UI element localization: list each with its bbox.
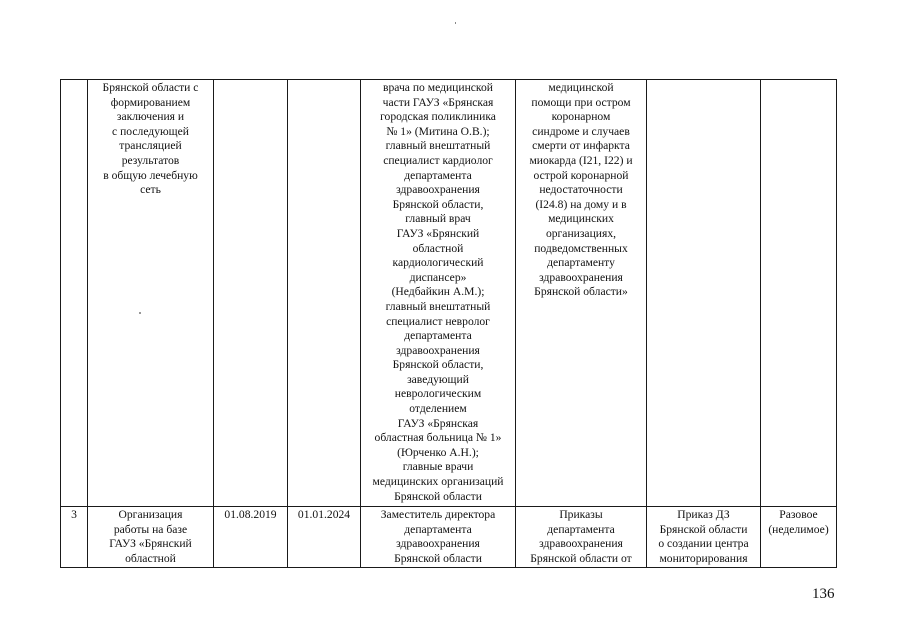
cell-text-line: здравоохранения: [539, 537, 623, 551]
page-number: 136: [812, 586, 835, 602]
cell-text-line: (I24.8) на дому и в: [535, 197, 627, 211]
cell-text-line: сеть: [140, 183, 161, 197]
cell-text-line: Брянской области,: [392, 358, 484, 372]
cell-text-line: мониторирования: [659, 551, 748, 565]
cell-text-line: о создании центра: [658, 537, 749, 551]
cell-text-line: областной: [412, 241, 464, 255]
cell-text-line: работы на базе: [113, 522, 188, 536]
cell-text-line: диспансер»: [409, 270, 467, 284]
cell-text-line: ГАУЗ «Брянский: [396, 226, 480, 240]
cell-text-line: главный врач: [405, 212, 471, 226]
cell-text-line: ГАУЗ «Брянский: [109, 537, 192, 551]
cell-text-line: трансляцией: [119, 139, 182, 153]
cell-text-line: острой коронарной: [533, 168, 629, 182]
cell-text-line: департамента: [547, 522, 615, 536]
cell-end-date: 01.01.2024: [288, 507, 361, 568]
cell-text-line: врача по медицинской: [383, 81, 493, 94]
cell-text-line: главный внештатный: [385, 139, 491, 153]
cell-text-line: департамента: [404, 168, 472, 182]
cell-basis: [516, 507, 647, 568]
cell-text-line: кардиологический: [392, 256, 484, 270]
cell-number: 3: [61, 507, 88, 568]
cell-text-line: Брянской области: [659, 522, 748, 536]
cell-text-line: (Недбайкин А.М.);: [391, 285, 485, 299]
cell-text-line: медицинских: [548, 212, 614, 226]
cell-text-line: департаменту: [547, 256, 615, 270]
scan-speck: [139, 312, 141, 314]
cell-text-line: результатов: [121, 153, 180, 167]
cell-text-line: здравоохранения: [396, 343, 480, 357]
cell-text-line: коронарном: [551, 110, 611, 124]
cell-text-line: медицинской: [548, 81, 614, 94]
cell-number: [61, 80, 88, 507]
cell-text-line: миокарда (I21, I22) и: [529, 153, 633, 167]
cell-text-line: № 1» (Митина О.В.);: [386, 124, 490, 138]
cell-text-line: здравоохранения: [396, 183, 480, 197]
cell-text-line: Приказы: [559, 508, 603, 521]
cell-text-line: Организация: [118, 508, 183, 521]
cell-text-line: недостаточности: [539, 183, 623, 197]
cell-text-line: подведомственных: [534, 241, 628, 255]
cell-text-line: Брянской области с: [102, 81, 199, 94]
cell-text-line: заведующий: [407, 372, 469, 386]
cell-text-line: (неделимое): [768, 522, 829, 536]
table-row: [61, 507, 837, 568]
cell-text-line: специалист невролог: [386, 314, 490, 328]
cell-text-line: синдроме и случаев: [532, 124, 630, 138]
cell-end-date: [288, 80, 361, 507]
cell-start-date: 01.08.2019: [214, 507, 288, 568]
cell-text-line: Заместитель директора: [380, 508, 496, 521]
cell-type: [761, 80, 837, 507]
cell-text-line: формированием: [110, 95, 191, 109]
cell-event-name: [88, 80, 214, 507]
cell-text-line: части ГАУЗ «Брянская: [382, 95, 494, 109]
document-table: [60, 79, 837, 568]
scan-speck: [455, 22, 456, 24]
cell-event-name: [88, 507, 214, 568]
cell-type: [761, 507, 837, 568]
cell-text-line: неврологическим: [394, 387, 482, 401]
cell-text-line: (Юрченко А.Н.);: [397, 445, 479, 459]
cell-text-line: главный внештатный: [385, 299, 491, 313]
cell-text-line: городская поликлиника: [380, 110, 496, 124]
table-row: [61, 80, 837, 507]
cell-result: [647, 80, 761, 507]
cell-responsible: [361, 80, 516, 507]
cell-text-line: главные врачи: [402, 460, 474, 474]
cell-text-line: здравоохранения: [396, 537, 480, 551]
cell-text-line: медицинских организаций: [372, 475, 504, 489]
cell-text-line: Брянской области от: [530, 551, 632, 565]
cell-text-line: областная больница № 1»: [374, 431, 502, 445]
cell-text-line: департамента: [404, 329, 472, 343]
cell-basis: [516, 80, 647, 507]
cell-text-line: Разовое: [779, 508, 818, 521]
cell-text-line: с последующей: [112, 124, 189, 138]
cell-result: [647, 507, 761, 568]
cell-text-line: здравоохранения: [539, 270, 623, 284]
cell-text-line: Брянской области»: [534, 285, 628, 299]
cell-text-line: Брянской области: [394, 489, 482, 503]
cell-responsible: [361, 507, 516, 568]
cell-text-line: департамента: [404, 522, 472, 536]
cell-text-line: организациях,: [545, 226, 617, 240]
cell-text-line: отделением: [409, 402, 467, 416]
cell-text-line: Приказ ДЗ: [677, 508, 730, 521]
cell-text-line: помощи при остром: [531, 95, 631, 109]
cell-start-date: [214, 80, 288, 507]
cell-text-line: Брянской области: [394, 551, 482, 565]
cell-text-line: смерти от инфаркта: [532, 139, 630, 153]
cell-text-line: заключения и: [116, 110, 185, 124]
cell-text-line: областной: [125, 551, 176, 565]
cell-text-line: Брянской области,: [392, 197, 484, 211]
cell-text-line: в общую лечебную: [103, 168, 198, 182]
cell-text-line: ГАУЗ «Брянская: [397, 416, 479, 430]
cell-text-line: специалист кардиолог: [383, 153, 493, 167]
